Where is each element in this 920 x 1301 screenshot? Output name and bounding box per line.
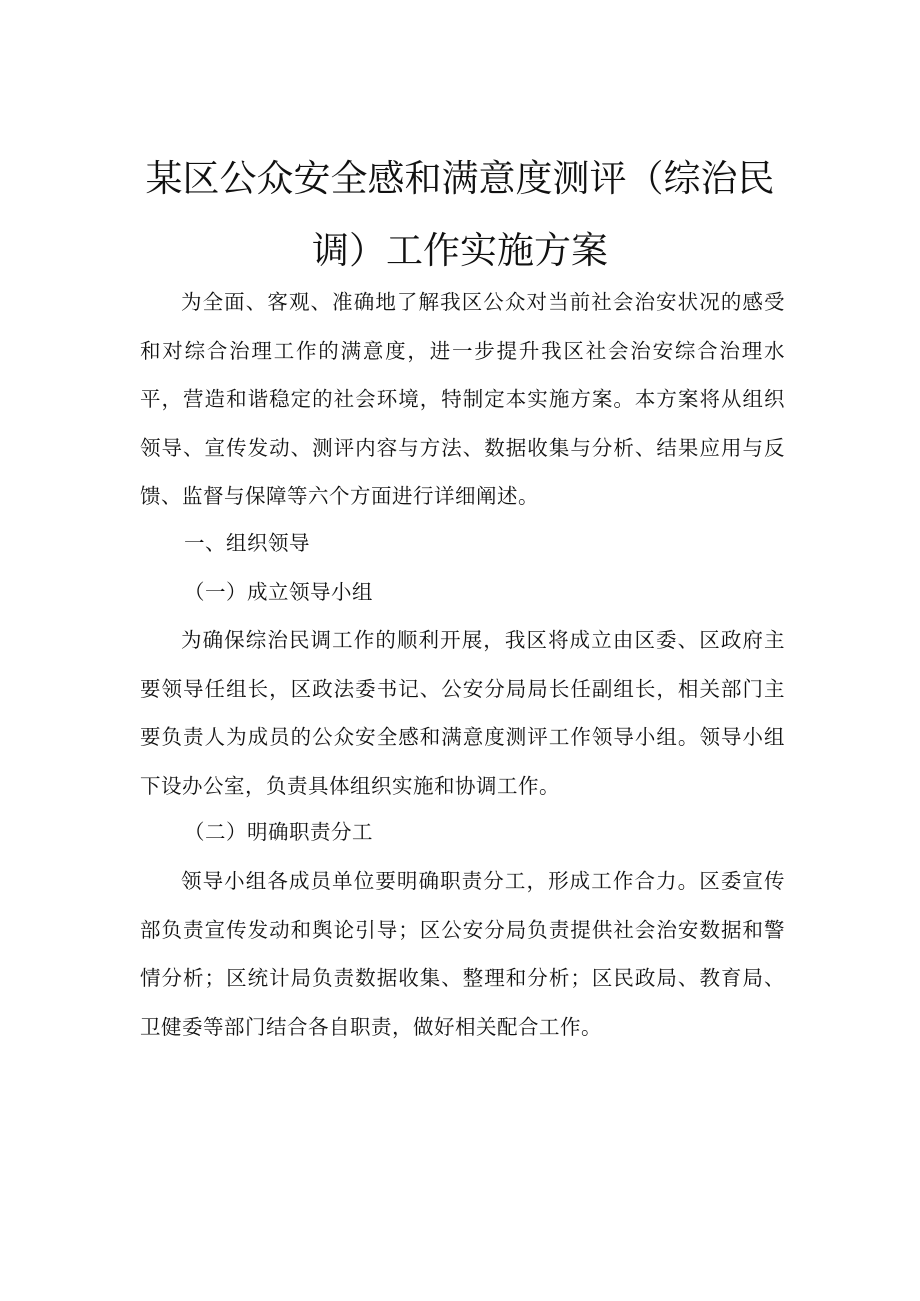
- document-title-line-2: 调）工作实施方案: [312, 229, 608, 272]
- section-heading-organization: 一、组织领导: [184, 531, 310, 555]
- intro-paragraph: 为全面、客观、准确地了解我区公众对当前社会治安状况的感受和对综合治理工作的满意度，进一步提升我区社会治安综合治理水平，营造和谐稳定的社会环境，特制定本实施方案。本方案将从组织领导、宣传发动、测评内容与方法、数据收集与分析、结果应用与反馈、监督与保障等六个方面进行详细阐述。: [140, 290, 785, 508]
- subsection-paragraph-leading-group: 为确保综治民调工作的顺利开展，我区将成立由区委、区政府主要领导任组长，区政法委书记、公安分局局长任副组长，相关部门主要负责人为成员的公众安全感和满意度测评工作领导小组。领导小组下设办公室，负责具体组织实施和协调工作。: [140, 628, 785, 798]
- subsection-heading-responsibilities: （二）明确职责分工: [184, 820, 373, 844]
- document-title-line-1: 某区公众安全感和满意度测评（综治民: [145, 157, 775, 200]
- subsection-paragraph-responsibilities: 领导小组各成员单位要明确职责分工，形成工作合力。区委宣传部负责宣传发动和舆论引导；区公安分局负责提供社会治安数据和警情分析；区统计局负责数据收集、整理和分析；区民政局、教育局、卫健委等部门结合各自职责，做好相关配合工作。: [140, 869, 785, 1039]
- subsection-heading-leading-group: （一）成立领导小组: [184, 580, 373, 604]
